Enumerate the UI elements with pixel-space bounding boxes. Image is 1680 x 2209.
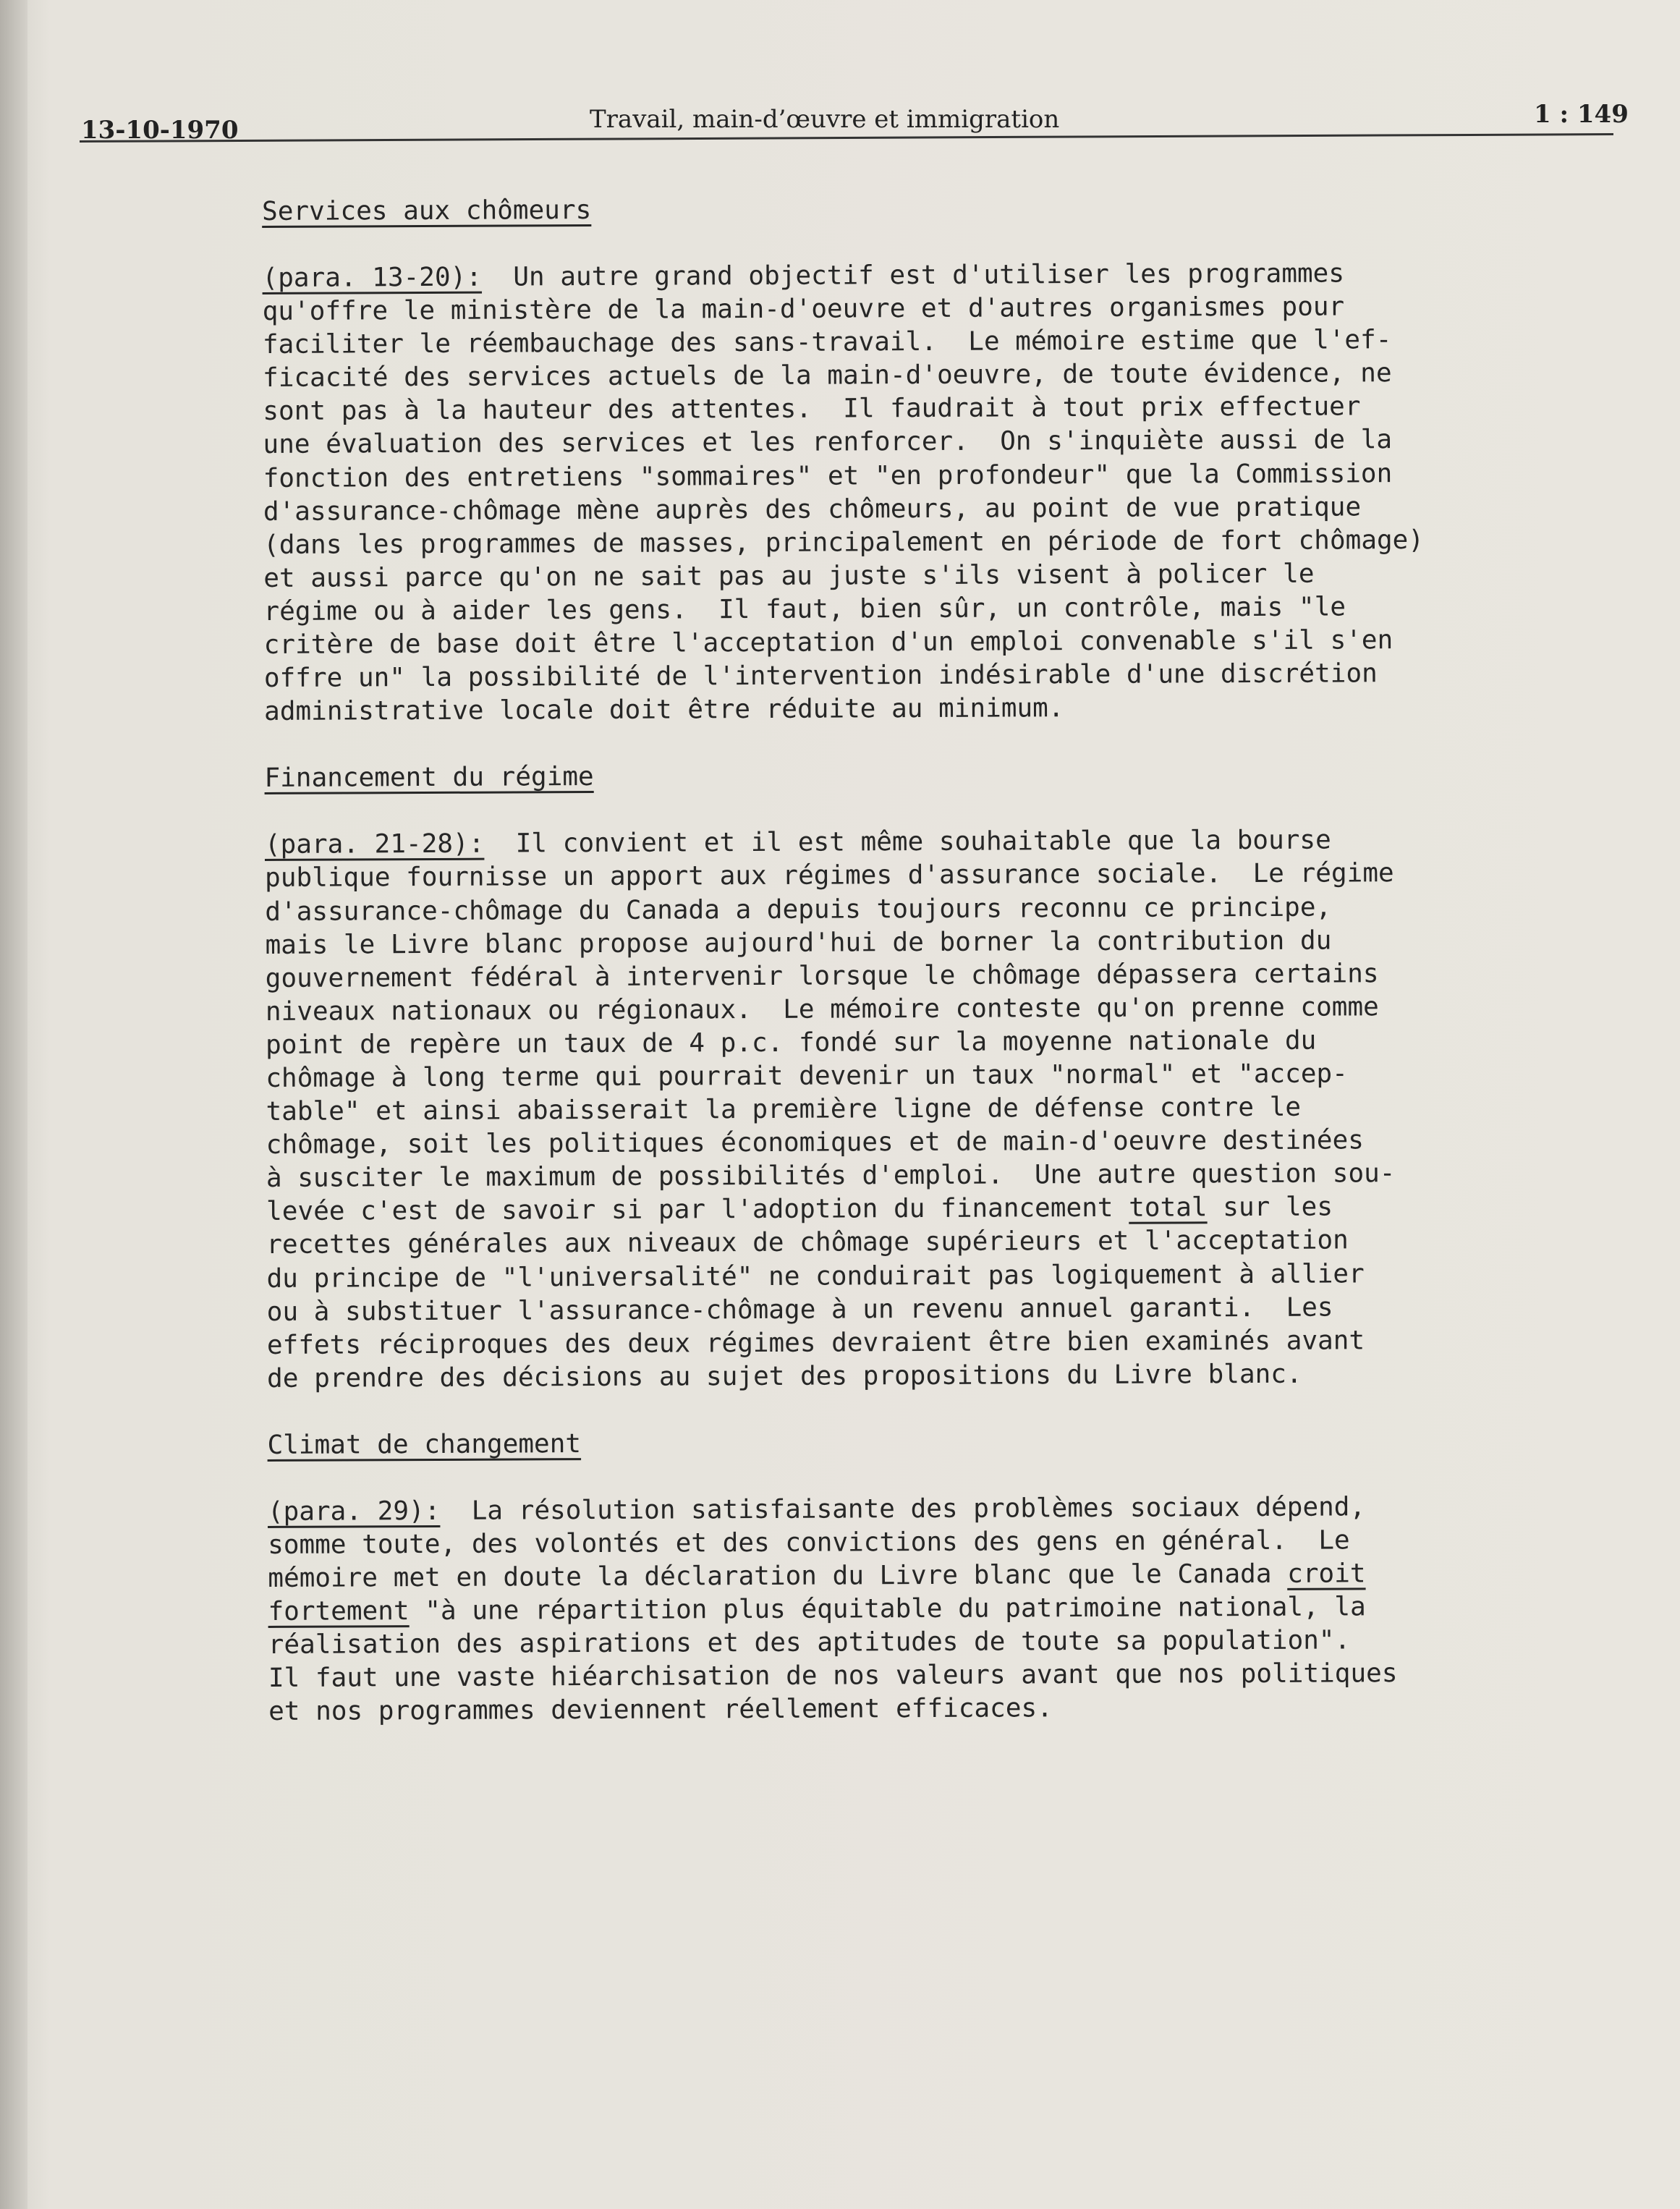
text-line: point de repère un taux de 4 p.c. fondé sur la moyenne nationale du	[266, 1025, 1317, 1060]
section-paragraph	[262, 257, 1494, 729]
paragraph-reference: (para. 29):	[267, 1496, 441, 1527]
section-services-chomeurs	[262, 190, 1494, 729]
section-heading: Financement du régime	[264, 762, 594, 794]
text-line: publique fournisse un apport aux régimes d'assurance sociale. Le régime	[265, 858, 1394, 894]
underlined-word: fortement	[268, 1596, 410, 1627]
header-rule	[80, 133, 1613, 143]
text-line: somme toute, des volontés et des convictions des gens en général. Le	[268, 1525, 1350, 1560]
text-line: chômage à long terme qui pourrait devenir un taux "normal" et "accep-	[266, 1059, 1348, 1093]
text-line: chômage, soit les politiques économiques et de main-d'oeuvre destinées	[266, 1125, 1364, 1161]
text-fragment	[410, 1596, 425, 1626]
text-line: recettes générales aux niveaux de chômage supérieurs et l'acceptation	[266, 1225, 1349, 1260]
text-line: mais le Livre blanc propose aujourd'hui de borner la contribution du	[265, 925, 1332, 960]
underlined-word: total	[1129, 1192, 1208, 1224]
section-heading: Services aux chômeurs	[262, 195, 592, 226]
section-financement-regime	[264, 757, 1497, 1396]
text-line: et aussi parce qu'on ne sait pas au juste s'ils visent à policer le	[263, 559, 1315, 593]
text-line: Il convient et il est même souhaitable que la bourse	[484, 825, 1331, 859]
text-line: offre un" la possibilité de l'intervention indésirable d'une discrétion	[263, 658, 1378, 694]
text-line: d'assurance-chômage mène auprès des chômeurs, au point de vue pratique	[263, 492, 1362, 527]
text-line: fonction des entretiens "sommaires" et "en profondeur" que la Commission	[263, 458, 1393, 493]
section-climat-changement	[267, 1423, 1498, 1729]
text-line: qu'offre le ministère de la main-d'oeuvre et d'autres organismes pour	[262, 292, 1345, 327]
text-line: table" et ainsi abaisserait la première ligne de défense contre le	[266, 1092, 1302, 1127]
text-line: "à une répartition plus équitable du patrimoine national, la	[425, 1592, 1366, 1627]
section-paragraph	[265, 823, 1497, 1396]
text-line: réalisation des aspirations et des aptitudes de toute sa population".	[268, 1625, 1351, 1661]
section-paragraph	[268, 1490, 1498, 1729]
text-line: du principe de "l'universalité" ne conduirait pas logiquement à allier	[266, 1258, 1365, 1294]
text-line: Il faut une vaste hiéarchisation de nos valeurs avant que nos politiques	[268, 1658, 1398, 1694]
text-line: critère de base doit être l'acceptation d'un emploi convenable s'il s'en	[263, 625, 1393, 661]
page-header	[0, 0, 1680, 159]
text-line: de prendre des décisions au sujet des propositions du Livre blanc.	[267, 1359, 1302, 1394]
text-line: levée c'est de savoir si par l'adoption du financement	[266, 1193, 1129, 1227]
text-line: à susciter le maximum de possibilités d'emploi. Une autre question sou-	[266, 1158, 1396, 1194]
text-line: une évaluation des services et les renforcer. On s'inquiète aussi de la	[263, 425, 1393, 460]
text-fragment: sur les	[1207, 1192, 1333, 1223]
text-line: effets réciproques des deux régimes devraient être bien examinés avant	[266, 1326, 1365, 1360]
text-line: (dans les programmes de masses, principalement en période de fort chômage)	[263, 525, 1425, 560]
text-line: d'assurance-chômage du Canada a depuis toujours reconnu ce principe,	[265, 892, 1332, 927]
header-page-number: 1 : 149	[1534, 100, 1629, 129]
section-heading: Climat de changement	[267, 1428, 582, 1460]
text-line: et nos programmes deviennent réellement efficaces.	[268, 1693, 1053, 1727]
text-line: administrative locale doit être réduite au minimum.	[264, 693, 1064, 727]
binding-shadow	[0, 0, 27, 2209]
document-body	[262, 190, 1498, 1729]
text-line: La résolution satisfaisante des problèmes sociaux dépend,	[440, 1492, 1366, 1526]
text-line: ou à substituer l'assurance-chômage à un revenu annuel garanti. Les	[266, 1292, 1333, 1327]
header-title: Travail, main-d’œuvre et immigration	[590, 105, 1060, 134]
text-line: faciliter le réembauchage des sans-travail. Le mémoire estime que l'ef-	[262, 325, 1392, 360]
header-date: 13-10-1970	[81, 116, 239, 145]
paragraph-reference: (para. 21-28):	[264, 828, 485, 860]
text-line: sont pas à la hauteur des attentes. Il faudrait à tout prix effectuer	[263, 391, 1361, 427]
text-line: Un autre grand objectif est d'utiliser les programmes	[481, 258, 1345, 292]
underlined-word: croit	[1287, 1559, 1366, 1589]
paragraph-reference: (para. 13-20):	[262, 262, 483, 293]
text-line: régime ou à aider les gens. Il faut, bien sûr, un contrôle, mais "le	[263, 592, 1346, 627]
text-line: gouvernement fédéral à intervenir lorsque le chômage dépassera certains	[265, 958, 1379, 993]
text-line: ficacité des services actuels de la main-d'oeuvre, de toute évidence, ne	[263, 358, 1392, 394]
text-line: niveaux nationaux ou régionaux. Le mémoire conteste qu'on prenne comme	[265, 992, 1379, 1027]
text-line: mémoire met en doute la déclaration du Livre blanc que le Canada	[268, 1559, 1288, 1594]
